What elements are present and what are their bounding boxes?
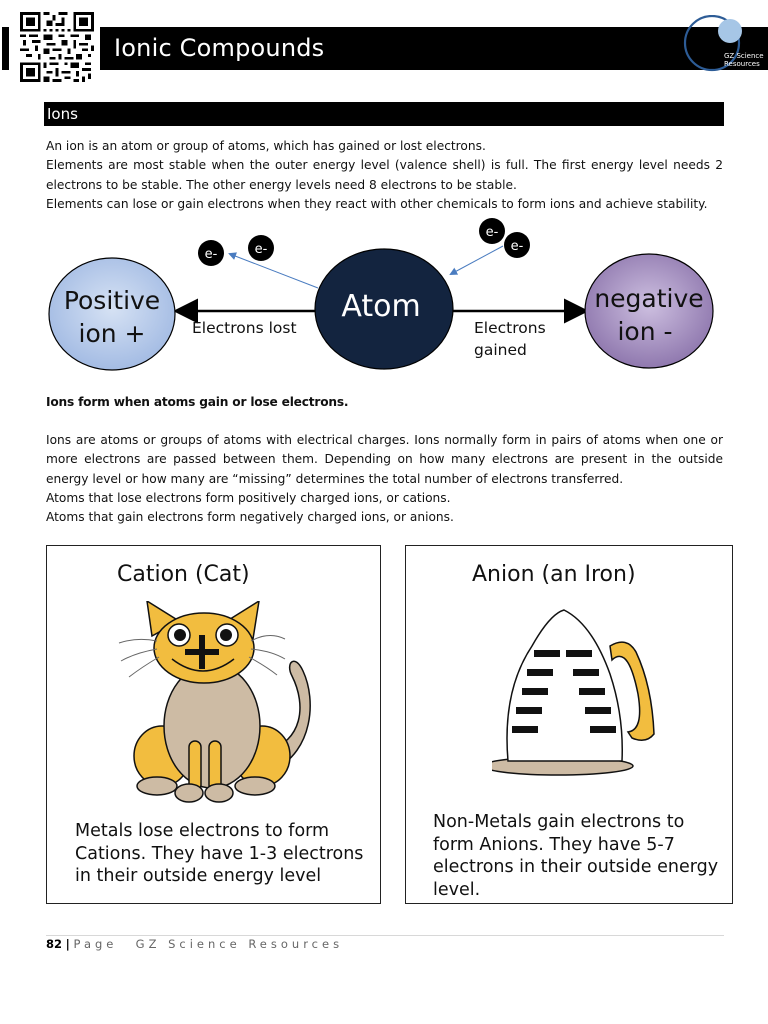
positive-ion-label: ion +: [78, 319, 146, 348]
intro-text: [46, 137, 723, 215]
footer-separator: |: [65, 937, 70, 951]
page-footer: [46, 937, 343, 951]
page-number: 82: [46, 937, 63, 951]
intro-line: Elements are most stable when the outer energy level (valence shell) is full. The first energy level needs 2 electrons to be stable. The other energy levels need 8 electrons to be stable.: [46, 158, 723, 192]
cation-card: [46, 545, 381, 904]
anion-title: Anion (an Iron): [472, 562, 636, 587]
intro-line: Elements can lose or gain electrons when they react with other chemicals to form ions and achieve stability.: [46, 197, 708, 212]
ion-diagram: [0, 212, 768, 387]
electron-label: e-: [510, 239, 524, 254]
electrons-gained-label: gained: [474, 341, 527, 359]
page-title: Ionic Compounds: [114, 34, 325, 62]
section-header: [44, 102, 724, 126]
page-word: Page: [73, 937, 118, 951]
anion-card: [405, 545, 733, 904]
electron-in-arrow: [451, 246, 503, 274]
anion-description: Non-Metals gain electrons to form Anions. They have 5-7 electrons in their outside energy level.: [433, 812, 719, 900]
atom-label: Atom: [341, 289, 421, 324]
diagram-caption: Ions form when atoms gain or lose electrons.: [46, 395, 349, 409]
footer-divider: [46, 935, 724, 936]
body-text: [46, 431, 723, 527]
intro-line: An ion is an atom or group of atoms, which has gained or lost electrons.: [46, 139, 486, 153]
cation-description: Metals lose electrons to form Cations. They have 1-3 electrons in their outside energy level: [75, 821, 364, 886]
body-paragraph: Atoms that lose electrons form positively charged ions, or cations.: [46, 490, 451, 505]
electrons-lost-label: Electrons lost: [192, 319, 297, 337]
electron-label: e-: [485, 225, 499, 240]
electron-out-arrow: [230, 254, 318, 288]
electrons-gained-label: Electrons: [474, 319, 546, 337]
positive-ion-label: Positive: [63, 286, 161, 315]
iron-illustration: [492, 606, 672, 785]
header-bar: [100, 27, 768, 70]
electron-label: e-: [254, 242, 268, 257]
electron-label: e-: [204, 247, 218, 262]
cation-title: Cation (Cat): [117, 562, 250, 587]
negative-ion-label: ion -: [617, 317, 673, 346]
negative-ion-label: negative: [594, 284, 704, 313]
publisher-name: GZ Science Resources: [135, 937, 344, 951]
section-title: Ions: [47, 105, 78, 123]
logo-text: GZ Science Resources: [724, 52, 764, 68]
cat-illustration: [117, 601, 317, 810]
margin-marker: [2, 27, 9, 70]
body-paragraph: Atoms that gain electrons form negatively charged ions, or anions.: [46, 510, 454, 525]
qr-code: [20, 12, 94, 82]
body-paragraph: Ions are atoms or groups of atoms with electrical charges. Ions normally form in pairs of atoms when one or more electrons are passed between them. Depending on how many electrons are present in the outside energy level or how many are “missing” determines the total number of electrons transferred.: [46, 433, 723, 486]
